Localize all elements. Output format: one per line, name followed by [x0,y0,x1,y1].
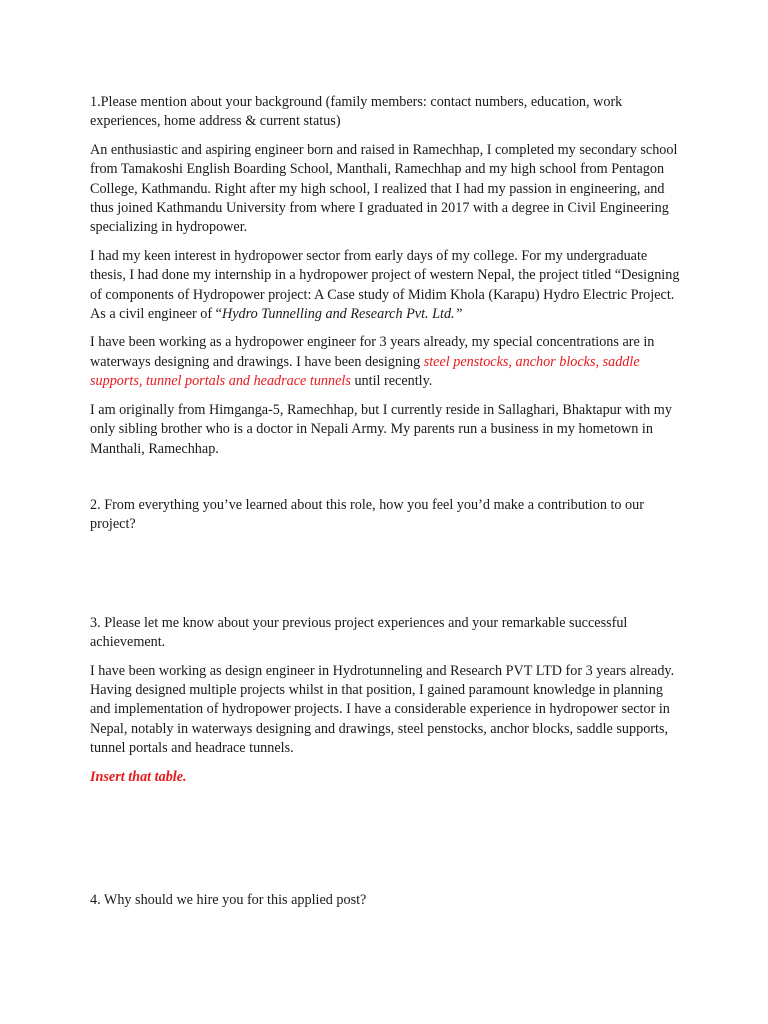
answer-1-paragraph-experience [90,333,680,391]
answer-1-experience-end: until recently. [350,373,433,390]
answer-1-paragraph-interest [90,247,680,325]
highlighted-design-list: steel penstocks, anchor blocks, saddle supports, tunnel portals and headrace tunnels [90,353,640,390]
spacer [90,796,680,891]
answer-1-interest-text: I had my keen interest in hydropower sector from early days of my college. For my undergraduate thesis, I had done my internship in a hydropower project of western Nepal, the project titled “Designing of components of Hydropower project: A Case study of Midim Khola (Karapu) Hydro Electric Project. As a civil engineer of “ [90,247,680,323]
question-3: 3. Please let me know about your previous project experiences and your remarkable successful achievement. [90,614,628,651]
insert-table-note: Insert that table. [90,768,187,785]
answer-1-experience-text: I have been working as a hydropower engineer for 3 years already, my special concentrations are in waterways designing and drawings. I have been designing [90,334,655,370]
company-name-italic: Hydro Tunnelling and Research Pvt. Ltd.” [221,306,463,323]
spacer [90,544,680,614]
question-2: 2. From everything you’ve learned about this role, how you feel you’d make a contribution to our project? [90,496,644,533]
answer-3-paragraph: I have been working as design engineer in Hydrotunneling and Research PVT LTD for 3 years already. Having designed multiple projects whilst in that position, I gained paramount knowledge in planning and implementation of hydropower projects. I have a considerable experience in hydropower sector in Nepal, notably in waterways designing and drawings, steel penstocks, anchor blocks, saddle supports, tunnel portals and headrace tunnels. [90,662,675,757]
question-1: 1.Please mention about your background (family members: contact numbers, education, work experiences, home address & current status) [90,94,623,130]
question-4: 4. Why should we hire you for this applied post? [90,891,367,908]
document-page [90,93,680,919]
answer-1-paragraph-residence: I am originally from Himganga-5, Ramechhap, but I currently reside in Sallaghari, Bhaktapur with my only sibling brother who is a doctor in Nepali Army. My parents run a business in my hometown in Manthali, Ramechhap. [90,401,672,457]
spacer [90,468,680,496]
answer-1-paragraph-education: An enthusiastic and aspiring engineer born and raised in Ramechhap, I completed my secondary school from Tamakoshi English Boarding School, Manthali, Ramechhap and my high school from Pentagon College, Kathmandu. Right after my high school, I realized that I had my passion in engineering, and thus joined Kathmandu University from where I graduated in 2017 with a degree in Civil Engineering specializing in hydropower. [90,141,678,236]
